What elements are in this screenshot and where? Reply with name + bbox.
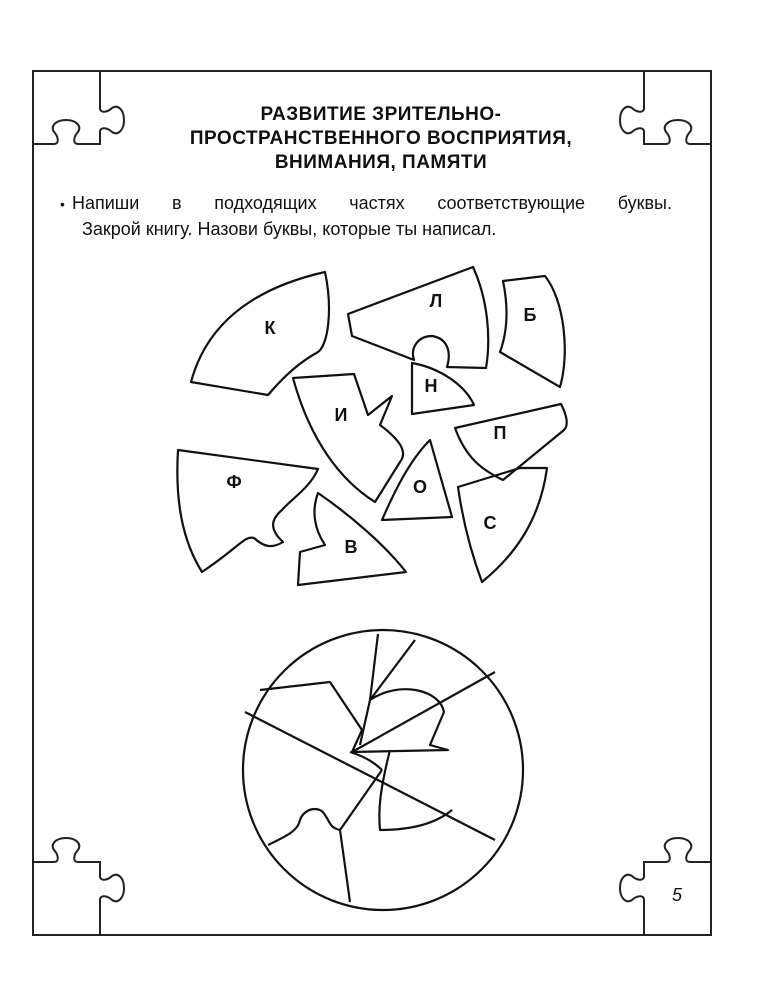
letter-s: С: [483, 513, 497, 533]
piece-f: [177, 450, 318, 572]
instruction-line-2: Закрой книгу. Назови буквы, которые ты написал.: [82, 219, 497, 239]
letter-v: В: [344, 537, 358, 557]
letter-l: Л: [429, 291, 443, 311]
letter-o: О: [412, 477, 428, 497]
letter-p: П: [493, 423, 507, 443]
piece-b: [500, 276, 565, 387]
bullet-icon: •: [60, 196, 65, 212]
piece-n: [412, 363, 474, 414]
title-line-2: ПРОСТРАНСТВЕННОГО ВОСПРИЯТИЯ,: [189, 128, 573, 149]
letter-b: Б: [523, 305, 537, 325]
letter-k: К: [264, 318, 276, 338]
letter-n: Н: [424, 376, 438, 396]
letter-f: Ф: [226, 472, 242, 492]
piece-l: [348, 267, 488, 368]
title-line-1: РАЗВИТИЕ ЗРИТЕЛЬНО-: [260, 104, 502, 125]
instruction-line-1: Напиши в подходящих частях соответствующие буквы.: [72, 193, 672, 213]
piece-p: [455, 404, 567, 480]
assembled-circle: [243, 630, 523, 910]
title-line-3: ВНИМАНИЯ, ПАМЯТИ: [274, 152, 488, 173]
piece-s: [458, 468, 547, 582]
letter-i: И: [334, 405, 348, 425]
page-number: 5: [672, 885, 683, 905]
